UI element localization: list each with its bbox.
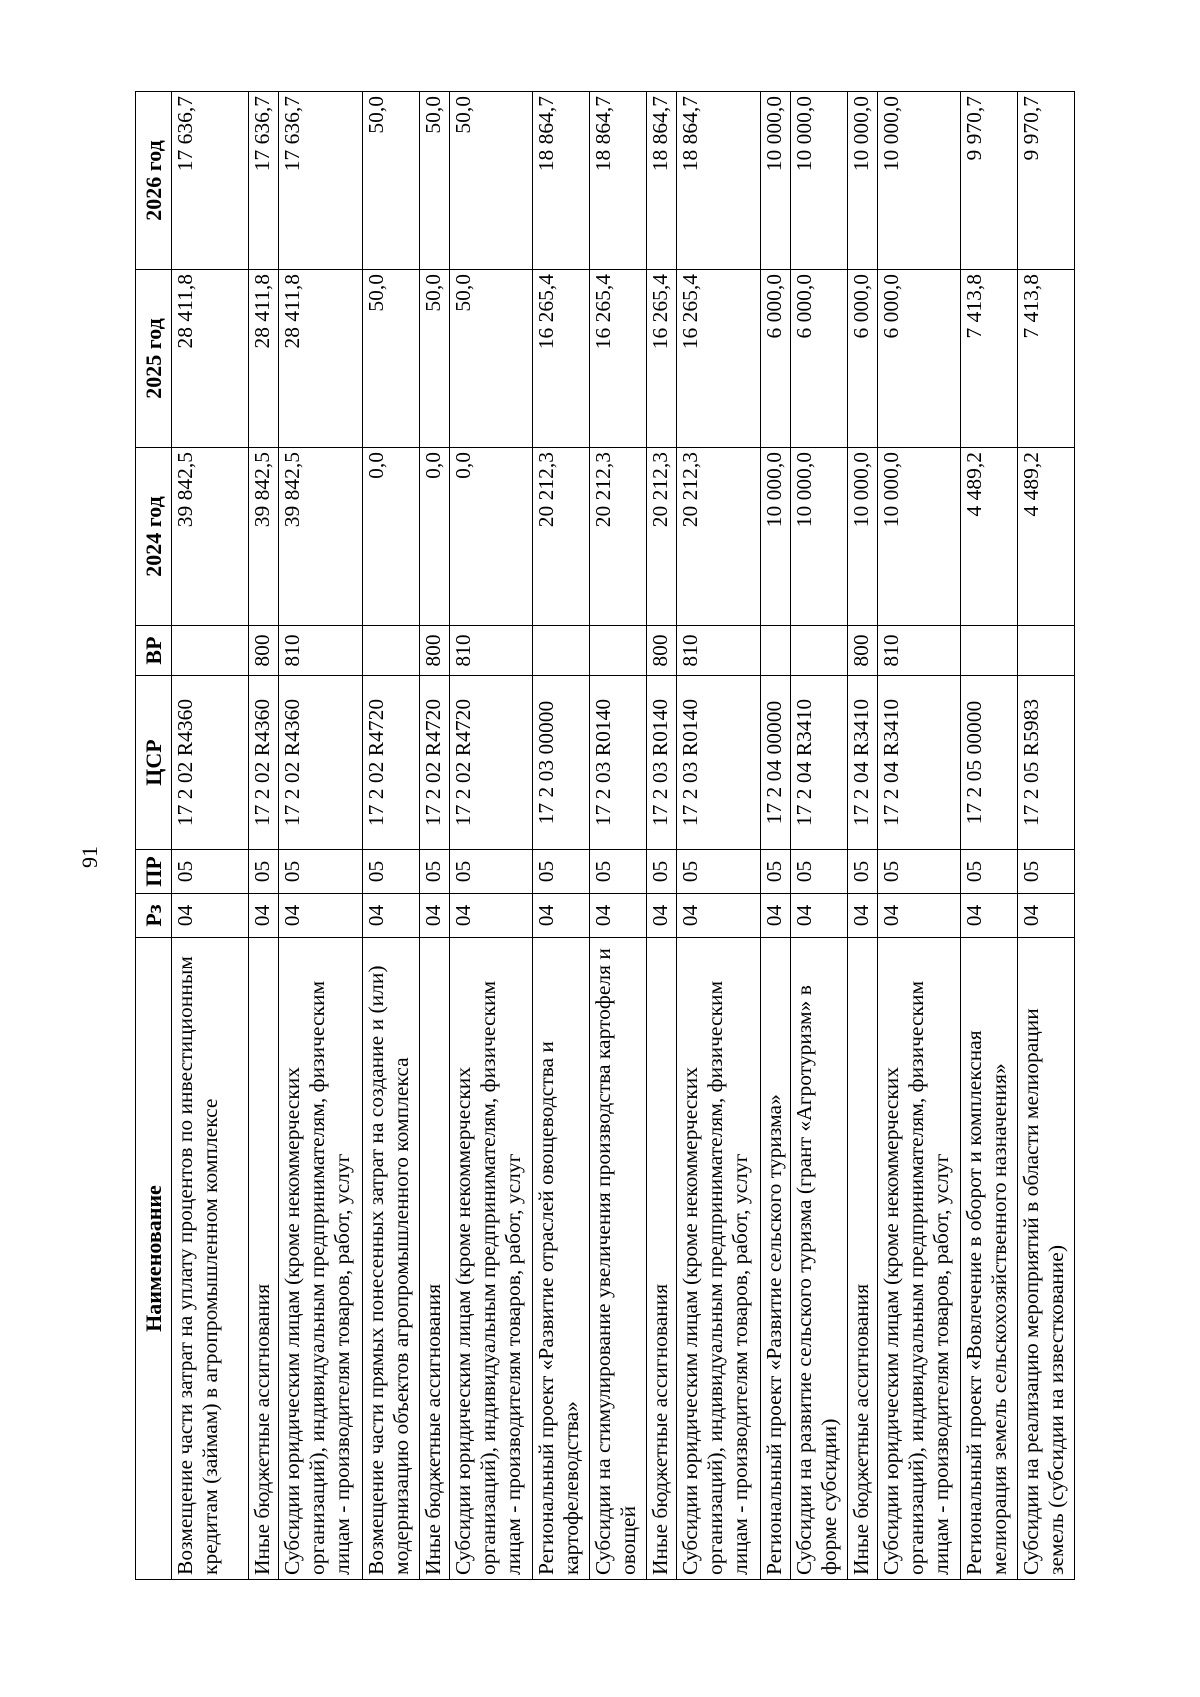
row-2025: 6 000,0 — [790, 270, 847, 448]
table-row — [760, 92, 790, 1580]
row-csr: 17 2 03 R0140 — [647, 676, 677, 850]
row-2026: 18 864,7 — [647, 92, 677, 270]
row-2026: 10 000,0 — [760, 92, 790, 270]
row-2025: 6 000,0 — [847, 270, 877, 448]
row-pr: 05 — [647, 850, 677, 894]
row-vr — [590, 626, 647, 676]
row-name: Возмещение части прямых понесенных затрат на создание и (или) модернизацию объектов агропромышленного комплекса — [362, 938, 419, 1580]
row-name: Иные бюджетные ассигнования — [847, 938, 877, 1580]
row-name: Иные бюджетные ассигнования — [249, 938, 279, 1580]
row-pr: 05 — [419, 850, 449, 894]
row-vr: 810 — [677, 626, 761, 676]
row-2025: 6 000,0 — [760, 270, 790, 448]
row-2026: 17 636,7 — [279, 92, 363, 270]
row-2026: 18 864,7 — [533, 92, 590, 270]
row-vr: 800 — [847, 626, 877, 676]
row-rz: 04 — [590, 894, 647, 938]
row-csr: 17 2 02 R4360 — [249, 676, 279, 850]
table-row — [877, 92, 961, 1580]
row-csr: 17 2 04 R3410 — [847, 676, 877, 850]
table-row — [172, 92, 249, 1580]
header-2025: 2025 год — [136, 270, 172, 448]
row-2026: 18 864,7 — [677, 92, 761, 270]
row-2026: 50,0 — [362, 92, 419, 270]
row-pr: 05 — [533, 850, 590, 894]
row-csr: 17 2 02 R4720 — [362, 676, 419, 850]
row-rz: 04 — [1017, 894, 1074, 938]
row-2024: 0,0 — [362, 448, 419, 626]
row-2025: 7 413,8 — [961, 270, 1018, 448]
row-name: Иные бюджетные ассигнования — [419, 938, 449, 1580]
row-2025: 28 411,8 — [279, 270, 363, 448]
row-name: Иные бюджетные ассигнования — [647, 938, 677, 1580]
page-number: 91 — [77, 846, 102, 868]
row-2024: 10 000,0 — [760, 448, 790, 626]
row-2025: 16 265,4 — [590, 270, 647, 448]
header-row — [136, 92, 172, 1580]
row-vr — [172, 626, 249, 676]
row-pr: 05 — [362, 850, 419, 894]
row-2024: 4 489,2 — [961, 448, 1018, 626]
row-csr: 17 2 05 R5983 — [1017, 676, 1074, 850]
row-rz: 04 — [677, 894, 761, 938]
row-csr: 17 2 03 R0140 — [590, 676, 647, 850]
row-pr: 05 — [249, 850, 279, 894]
row-name: Субсидии на развитие сельского туризма (грант «Агротуризм» в форме субсидии) — [790, 938, 847, 1580]
row-2024: 0,0 — [419, 448, 449, 626]
row-vr: 810 — [279, 626, 363, 676]
row-csr: 17 2 02 R4360 — [172, 676, 249, 850]
table-row — [961, 92, 1018, 1580]
row-rz: 04 — [279, 894, 363, 938]
row-pr: 05 — [847, 850, 877, 894]
table-row — [279, 92, 363, 1580]
row-csr: 17 2 04 R3410 — [790, 676, 847, 850]
row-2024: 20 212,3 — [677, 448, 761, 626]
row-pr: 05 — [172, 850, 249, 894]
row-2025: 50,0 — [449, 270, 533, 448]
row-vr: 800 — [647, 626, 677, 676]
row-vr — [760, 626, 790, 676]
row-name: Субсидии юридическим лицам (кроме некоммерческих организаций), индивидуальным предпринимателям, физическим лицам - производителям товаров, работ, услуг — [279, 938, 363, 1580]
row-2024: 0,0 — [449, 448, 533, 626]
row-rz: 04 — [877, 894, 961, 938]
table-row — [419, 92, 449, 1580]
row-vr — [790, 626, 847, 676]
budget-table — [135, 91, 1075, 1580]
row-name: Субсидии юридическим лицам (кроме некоммерческих организаций), индивидуальным предпринимателям, физическим лицам - производителям товаров, работ, услуг — [449, 938, 533, 1580]
row-2025: 28 411,8 — [249, 270, 279, 448]
row-2026: 10 000,0 — [877, 92, 961, 270]
table-row — [590, 92, 647, 1580]
row-csr: 17 2 03 R0140 — [677, 676, 761, 850]
row-2025: 28 411,8 — [172, 270, 249, 448]
row-2025: 16 265,4 — [677, 270, 761, 448]
row-2024: 20 212,3 — [533, 448, 590, 626]
row-2024: 39 842,5 — [279, 448, 363, 626]
row-csr: 17 2 04 00000 — [760, 676, 790, 850]
row-2026: 9 970,7 — [1017, 92, 1074, 270]
row-2026: 10 000,0 — [847, 92, 877, 270]
table-row — [362, 92, 419, 1580]
row-vr: 810 — [877, 626, 961, 676]
row-rz: 04 — [419, 894, 449, 938]
row-2026: 10 000,0 — [790, 92, 847, 270]
row-name: Возмещение части затрат на уплату процентов по инвестиционным кредитам (займам) в агропромышленном комплексе — [172, 938, 249, 1580]
row-rz: 04 — [790, 894, 847, 938]
row-pr: 05 — [279, 850, 363, 894]
row-name: Субсидии юридическим лицам (кроме некоммерческих организаций), индивидуальным предпринимателям, физическим лицам - производителям товаров, работ, услуг — [877, 938, 961, 1580]
row-csr: 17 2 03 00000 — [533, 676, 590, 850]
row-csr: 17 2 02 R4720 — [449, 676, 533, 850]
header-2026: 2026 год — [136, 92, 172, 270]
row-2024: 4 489,2 — [1017, 448, 1074, 626]
row-2024: 39 842,5 — [172, 448, 249, 626]
row-2024: 20 212,3 — [647, 448, 677, 626]
table-row — [790, 92, 847, 1580]
row-vr — [1017, 626, 1074, 676]
row-pr: 05 — [449, 850, 533, 894]
row-vr — [362, 626, 419, 676]
row-vr: 800 — [419, 626, 449, 676]
row-2025: 16 265,4 — [533, 270, 590, 448]
row-2026: 17 636,7 — [172, 92, 249, 270]
row-rz: 04 — [449, 894, 533, 938]
row-name: Субсидии на стимулирование увеличения производства картофеля и овощей — [590, 938, 647, 1580]
row-pr: 05 — [961, 850, 1018, 894]
header-csr: ЦСР — [136, 676, 172, 850]
table-row — [533, 92, 590, 1580]
row-name: Региональный проект «Развитие сельского туризма» — [760, 938, 790, 1580]
row-2026: 50,0 — [419, 92, 449, 270]
row-csr: 17 2 04 R3410 — [877, 676, 961, 850]
row-2026: 50,0 — [449, 92, 533, 270]
rotated-table-container — [135, 92, 1075, 1580]
row-2026: 18 864,7 — [590, 92, 647, 270]
row-name: Субсидии юридическим лицам (кроме некоммерческих организаций), индивидуальным предпринимателям, физическим лицам - производителям товаров, работ, услуг — [677, 938, 761, 1580]
row-pr: 05 — [1017, 850, 1074, 894]
row-2024: 10 000,0 — [847, 448, 877, 626]
row-csr: 17 2 02 R4720 — [419, 676, 449, 850]
table-row — [677, 92, 761, 1580]
row-2025: 16 265,4 — [647, 270, 677, 448]
row-pr: 05 — [760, 850, 790, 894]
row-pr: 05 — [790, 850, 847, 894]
row-2024: 39 842,5 — [249, 448, 279, 626]
row-2024: 20 212,3 — [590, 448, 647, 626]
row-rz: 04 — [847, 894, 877, 938]
header-rz: Рз — [136, 894, 172, 938]
header-name: Наименование — [136, 938, 172, 1580]
table-row — [647, 92, 677, 1580]
row-2026: 17 636,7 — [249, 92, 279, 270]
table-row — [1017, 92, 1074, 1580]
row-vr: 810 — [449, 626, 533, 676]
row-rz: 04 — [533, 894, 590, 938]
row-pr: 05 — [677, 850, 761, 894]
row-vr — [533, 626, 590, 676]
table-row — [249, 92, 279, 1580]
row-rz: 04 — [249, 894, 279, 938]
row-2024: 10 000,0 — [877, 448, 961, 626]
row-rz: 04 — [760, 894, 790, 938]
row-rz: 04 — [362, 894, 419, 938]
row-2025: 50,0 — [419, 270, 449, 448]
row-csr: 17 2 02 R4360 — [279, 676, 363, 850]
row-vr: 800 — [249, 626, 279, 676]
row-2025: 7 413,8 — [1017, 270, 1074, 448]
row-vr — [961, 626, 1018, 676]
table-row — [449, 92, 533, 1580]
row-name: Региональный проект «Развитие отраслей овощеводства и картофелеводства» — [533, 938, 590, 1580]
row-2025: 6 000,0 — [877, 270, 961, 448]
header-vr: ВР — [136, 626, 172, 676]
row-2026: 9 970,7 — [961, 92, 1018, 270]
row-2024: 10 000,0 — [790, 448, 847, 626]
row-pr: 05 — [590, 850, 647, 894]
row-rz: 04 — [172, 894, 249, 938]
header-pr: ПР — [136, 850, 172, 894]
header-2024: 2024 год — [136, 448, 172, 626]
row-name: Субсидии на реализацию мероприятий в области мелиорации земель (субсидии на известкование) — [1017, 938, 1074, 1580]
row-csr: 17 2 05 00000 — [961, 676, 1018, 850]
row-2025: 50,0 — [362, 270, 419, 448]
row-name: Региональный проект «Вовлечение в оборот и комплексная мелиорация земель сельскохозяйственного назначения» — [961, 938, 1018, 1580]
table-row — [847, 92, 877, 1580]
row-pr: 05 — [877, 850, 961, 894]
row-rz: 04 — [961, 894, 1018, 938]
row-rz: 04 — [647, 894, 677, 938]
